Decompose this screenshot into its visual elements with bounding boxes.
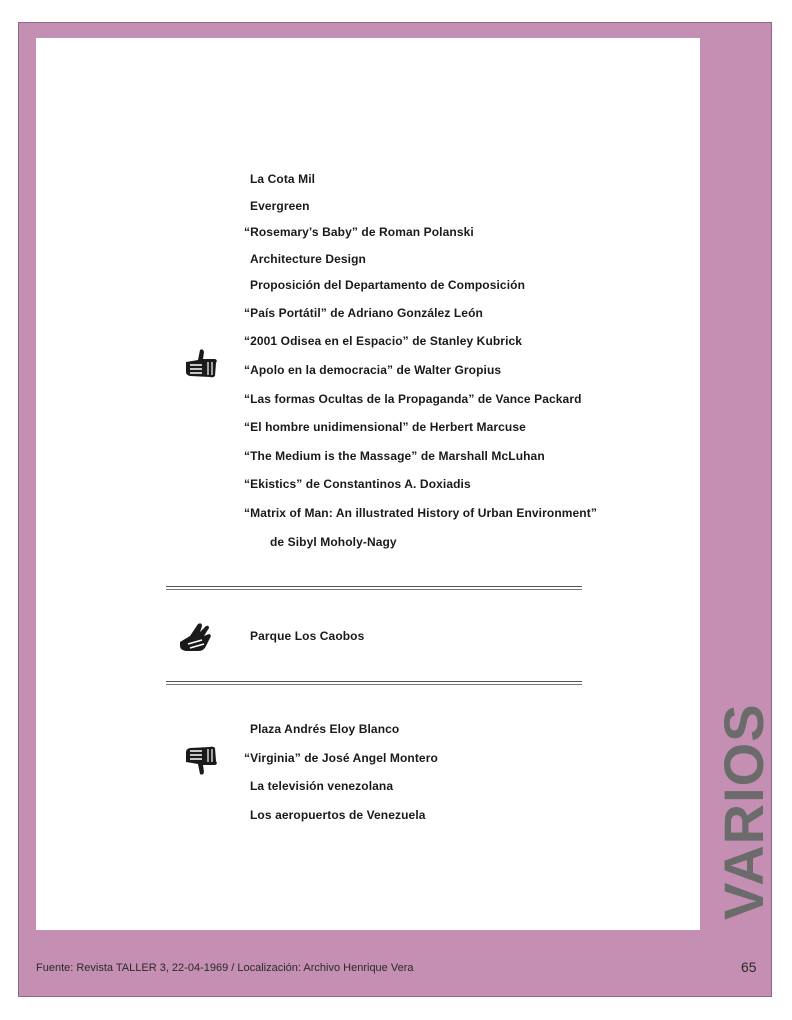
divider (166, 589, 582, 590)
thumbs-down-hand-icon (182, 744, 222, 778)
list-item: “Ekistics” de Constantinos A. Doxiadis (244, 477, 471, 491)
list-item: Architecture Design (250, 252, 366, 266)
page-number: 65 (741, 959, 757, 975)
list-item: “2001 Odisea en el Espacio” de Stanley Kubrick (244, 334, 523, 348)
list-item: “Matrix of Man: An illustrated History of Urban Environment” (244, 506, 597, 520)
divider (166, 681, 582, 682)
divider (166, 684, 582, 685)
list-item: La televisión venezolana (250, 779, 394, 793)
divider (166, 586, 582, 587)
list-item: Proposición del Departamento de Composición (250, 278, 526, 292)
source-caption: Fuente: Revista TALLER 3, 22-04-1969 / Localización: Archivo Henrique Vera (36, 962, 414, 974)
list-item: de Sibyl Moholy-Nagy (270, 535, 397, 549)
list-item: “Apolo en la democracia” de Walter Gropius (244, 363, 502, 377)
list-item: “El hombre unidimensional” de Herbert Marcuse (244, 420, 526, 434)
section-title: VARIOS (712, 703, 775, 920)
list-item: Los aeropuertos de Venezuela (250, 808, 426, 822)
list-item: “The Medium is the Massage” de Marshall McLuhan (244, 449, 545, 463)
list-item: La Cota Mil (250, 172, 316, 186)
flat-hand-icon (176, 620, 216, 654)
list-item: Parque Los Caobos (250, 629, 365, 643)
list-item: “País Portátil” de Adriano González León (244, 306, 483, 320)
list-item: “Las formas Ocultas de la Propaganda” de Vance Packard (244, 392, 582, 406)
list-item: Evergreen (250, 199, 310, 213)
list-item: “Virginia” de José Angel Montero (244, 751, 438, 765)
thumbs-up-hand-icon (182, 346, 222, 380)
list-item: Plaza Andrés Eloy Blanco (250, 722, 400, 736)
list-item: “Rosemary’s Baby” de Roman Polanski (244, 225, 474, 239)
